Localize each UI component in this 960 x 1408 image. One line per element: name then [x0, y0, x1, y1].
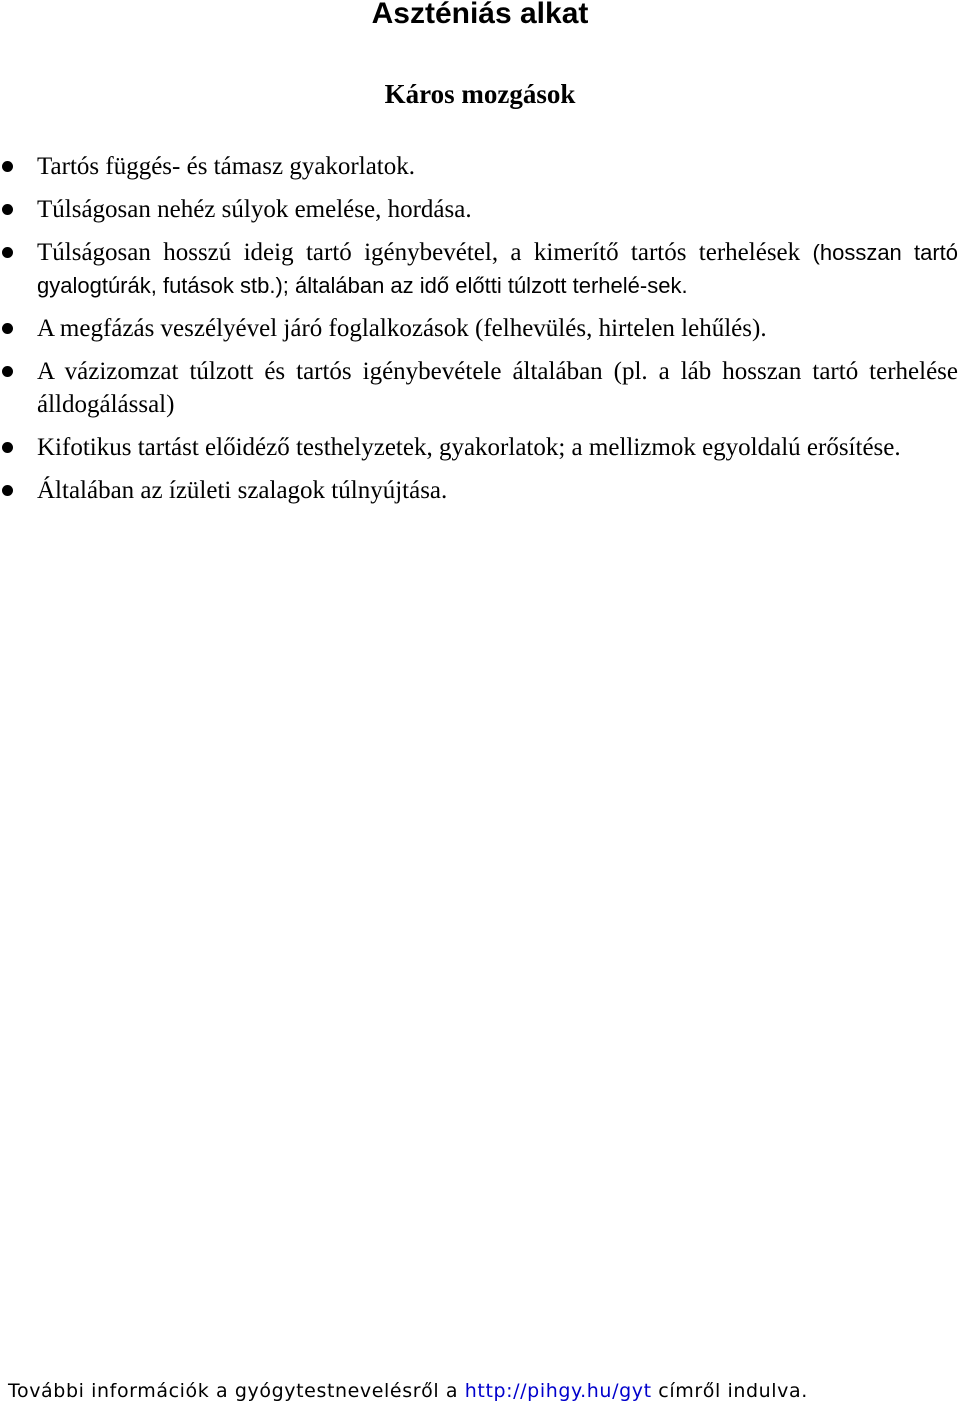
harmful-movements-list: [0, 150, 960, 517]
list-item: [0, 312, 960, 345]
bullet-icon: [2, 442, 13, 453]
bullet-icon: [2, 485, 13, 496]
bullet-icon: [2, 366, 13, 377]
footer: [8, 1376, 958, 1406]
list-item: [0, 355, 960, 421]
list-item: [0, 236, 960, 302]
bullet-icon: [2, 161, 13, 172]
bullet-icon: [2, 247, 13, 258]
list-item: [0, 150, 960, 183]
list-item-text: A vázizomzat túlzott és tartós igénybevétele általában (pl. a láb hosszan tartó terhelése álldogálással): [37, 358, 958, 418]
footer-link[interactable]: http://pihgy.hu/gyt: [464, 1380, 652, 1402]
list-item: [0, 474, 960, 507]
list-item-text: Túlságosan hosszú ideig tartó igénybevétel, a kimerítő tartós terhelések: [37, 239, 801, 266]
section-heading: Káros mozgások: [384, 79, 576, 109]
footer-prefix: További információk a gyógytestnevelésről a: [8, 1380, 465, 1402]
list-item-text: Általában az ízületi szalagok túlnyújtása.: [37, 477, 448, 504]
list-item: [0, 431, 960, 464]
footer-suffix: címről indulva.: [651, 1380, 808, 1402]
bullet-icon: [2, 204, 13, 215]
list-item-text: Tartós függés- és támasz gyakorlatok.: [37, 153, 415, 180]
list-item-text: A megfázás veszélyével járó foglalkozások (felhevülés, hirtelen lehűlés).: [37, 315, 767, 342]
list-item-text-continuation: (hosszan tartó gyalogtúrák, futások stb.); általában az idő előtti túlzott terhelé-sek.: [37, 240, 959, 298]
list-item-text: Túlságosan nehéz súlyok emelése, hordása.: [37, 196, 472, 223]
document-title: Aszténiás alkat: [371, 0, 589, 30]
bullet-icon: [2, 323, 13, 334]
list-item: [0, 193, 960, 226]
list-item-text: Kifotikus tartást előidéző testhelyzetek, gyakorlatok; a mellizmok egyoldalú erősítése.: [37, 434, 901, 461]
